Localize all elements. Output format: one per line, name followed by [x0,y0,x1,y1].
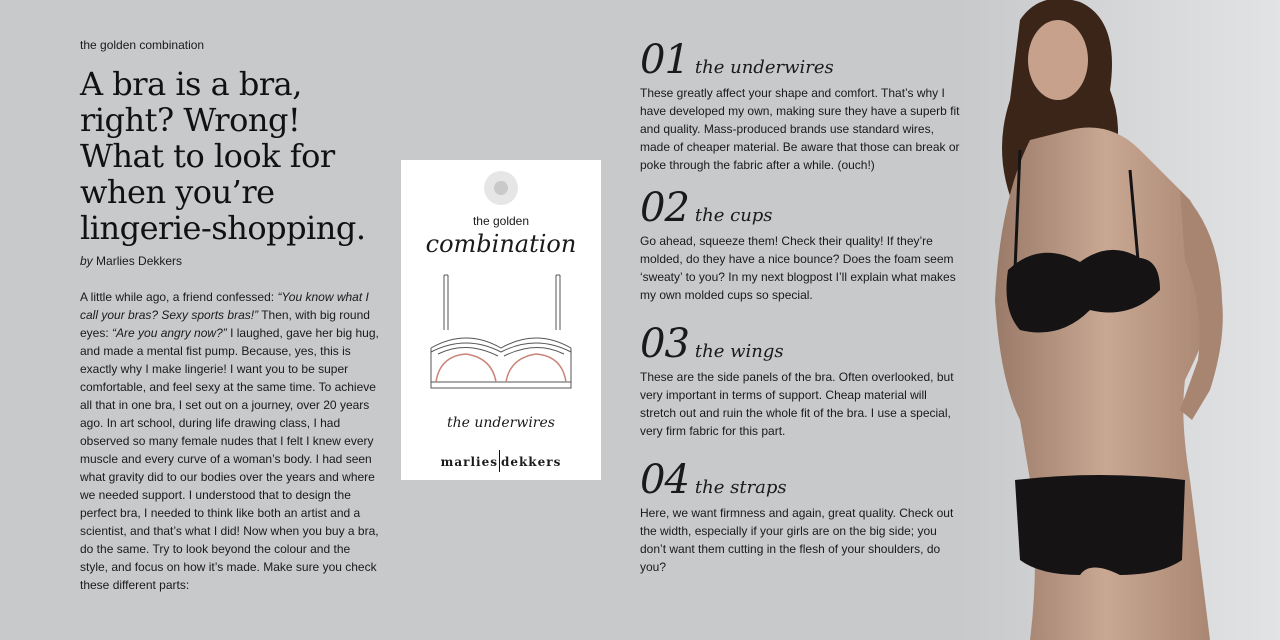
point-straps [640,456,960,576]
intro-text: A little while ago, a friend confessed: [80,290,278,304]
intro-text: I laughed, gave her big hug, and made a mental fist pump. Because, yes, this is exactly why I make lingerie! I want you to be super comfortable, and feel sexy at the same time. To achieve all that in one bra, I set out on a journey, over 20 years ago. In art school, during life drawing class, I had observed so many female nudes that I felt I knew every muscle and every curve of a woman’s body. I had seen what gravity did to our bodies over the years and where we needed support. I understood that to design the perfect bra, I needed to think like both an artist and a scientist, and that’s what I did! Now when you buy a bra, do the same. Try to look beyond the colour and the style, and focus on how it’s made. Make sure you check these different parts: [80,326,379,592]
card-caption: the underwires [447,415,555,431]
point-text: Go ahead, squeeze them! Check their quality! If they’re molded, do they have a nice bounce? Does the foam seem ‘sweaty’ to you? In my next blogpost I’ll explain what makes my own molded cups so special. [640,234,956,302]
byline-author: Marlies Dekkers [96,254,183,268]
headline-line: lingerie-shopping. [80,209,366,247]
point-wings [640,320,960,440]
headline-line: right? Wrong! [80,101,301,139]
point-title: the wings [694,341,784,362]
byline-prefix: by [80,254,93,268]
section-kicker: the golden combination [80,38,205,52]
brand-logo [401,450,601,472]
intro-quote: “Are you angry now?” [112,326,227,340]
point-text: These greatly affect your shape and comfort. That’s why I have developed my own, making sure they have a superb fit and quality. Mass-produced brands use standard wires, made of cheaper material. Be aware that those can break or poke through the fabric after a while. (ouch!) [640,86,960,172]
point-underwires [640,36,960,174]
headline-line: A bra is a bra, [80,65,302,103]
card-subtitle: the golden [472,214,530,228]
headline-line: when you’re [80,173,275,211]
point-text: These are the side panels of the bra. Often overlooked, but very important in terms of support. Cheap material will stretch out and ruin the whole fit of the bra. I use a special, very firm fabric for this part. [640,370,954,438]
headline-line: What to look for [80,137,335,175]
point-number: 01 [640,37,689,83]
point-title: the underwires [694,57,834,78]
bra-illustration-icon [426,270,576,410]
point-text: Here, we want firmness and again, great quality. Check out the width, especially if your girls are on the big side; you don’t want them cutting in the flesh of your shoulders, do you? [640,506,954,574]
article-headline [80,66,400,246]
point-cups [640,184,960,304]
brand-logo-left: marlies [440,455,498,469]
point-number: 04 [640,457,689,503]
intro-quote: “You know what I call your bras? Sexy sports bras!” [80,290,369,322]
card-title: combination [425,230,577,258]
byline [80,254,182,268]
point-number: 03 [640,321,689,367]
brand-logo-right: dekkers [500,455,562,469]
point-number: 02 [640,185,689,231]
model-photo [960,0,1280,640]
point-title: the straps [694,477,787,498]
intro-text: Then, with big round eyes: [80,308,370,340]
intro-paragraph [80,288,380,594]
tag-hole-icon [484,171,518,205]
product-tag-card [401,160,601,480]
point-title: the cups [694,205,773,226]
